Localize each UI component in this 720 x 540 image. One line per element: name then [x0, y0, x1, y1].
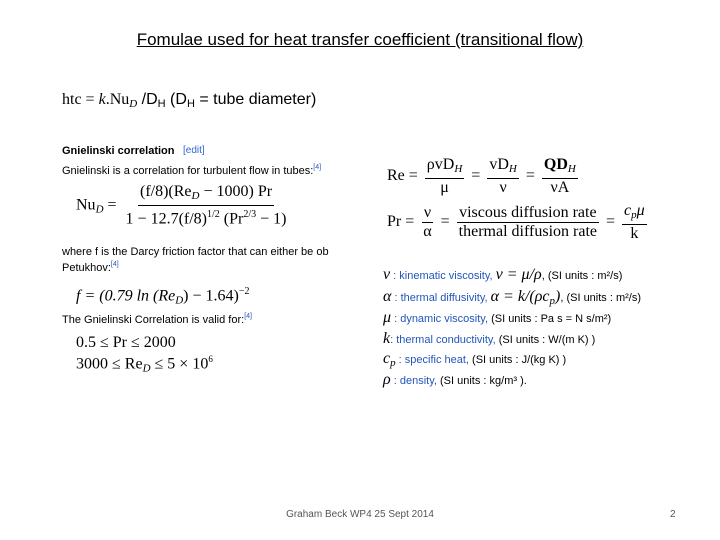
re-f1-num — [425, 156, 465, 179]
glossary-text: : thermal diffusivity, — [391, 292, 491, 304]
glossary-row-specific-heat — [383, 350, 566, 369]
glossary-symbol: c — [383, 350, 391, 367]
htc-div: /D — [137, 91, 158, 108]
where-ref-link[interactable]: [4] — [110, 261, 119, 268]
slide-title: Fomulae used for heat transfer coefficient (transitional flow) — [136, 30, 584, 49]
nusselt-equation — [76, 183, 291, 228]
range2-a: 3000 ≤ Re — [76, 355, 143, 373]
nu-den-exp: 1/2 — [207, 209, 220, 220]
glossary-text: : density, — [390, 375, 441, 387]
prandtl-range: 0.5 ≤ Pr ≤ 2000 — [76, 334, 176, 351]
htc-note-close: = tube diameter) — [194, 91, 317, 108]
re-eq-1: = — [471, 167, 485, 185]
htc-formula — [62, 91, 316, 110]
htc-nu-sub: D — [129, 98, 138, 110]
htc-lhs: htc = — [62, 91, 99, 108]
glossary-symbol: ρ — [383, 371, 391, 388]
pr-fraction-1 — [421, 204, 433, 241]
htc-k: k — [98, 91, 106, 108]
friction-equation — [76, 286, 250, 306]
htc-nu: .Nu — [105, 91, 130, 108]
re-f2-num-sub: H — [508, 163, 517, 175]
re-fraction-2 — [487, 156, 519, 197]
range2-exp: 6 — [208, 354, 213, 364]
nu-den-exp2: 2/3 — [243, 209, 257, 220]
htc-note-open: (D — [165, 91, 187, 108]
pr-lhs: Pr = — [387, 213, 419, 231]
re-eq-2: = — [525, 167, 539, 185]
re-f3-num-text: QD — [543, 156, 568, 173]
re-f2-num-text: vD — [489, 156, 509, 173]
slide-footer: Graham Beck WP4 25 Sept 2014 — [286, 509, 434, 520]
pr-f2-den: thermal diffusion rate — [458, 223, 597, 240]
valid-ref-link[interactable]: [4] — [244, 313, 252, 320]
pr-f3-num-sub: p — [631, 209, 637, 221]
pr-fraction-2 — [457, 204, 599, 241]
glossary-formula-end: ) — [555, 288, 561, 305]
pr-eq-1: = — [440, 213, 454, 231]
glossary-units: , (SI units : m²/s) — [560, 292, 642, 304]
edit-link[interactable]: [edit] — [183, 145, 205, 156]
glossary-row-kinematic-viscosity — [383, 266, 622, 284]
pr-fraction-3 — [622, 202, 647, 243]
glossary-row-thermal-diffusivity — [383, 288, 641, 307]
nu-sub: D — [95, 203, 104, 216]
pr-f3-den: k — [630, 225, 639, 242]
nu-den-end: (Pr — [219, 210, 244, 228]
htc-note-sub: H — [186, 98, 195, 110]
pr-f3-num-end: μ — [636, 202, 645, 219]
f-end: ) − 1.64) — [183, 287, 239, 305]
nu-num-text: (f/8)(Re — [139, 183, 192, 200]
validity-text — [62, 313, 252, 326]
glossary-formula: α = k/(ρc — [490, 288, 550, 305]
glossary-row-dynamic-viscosity — [383, 309, 611, 327]
glossary-symbol-sub: p — [390, 357, 396, 369]
page-number: 2 — [670, 509, 676, 520]
glossary-units: (SI units : Pa s = N s/m²) — [491, 313, 612, 325]
htc-dh-sub: H — [157, 98, 166, 110]
nu-eq: = — [103, 196, 121, 214]
gnielinski-intro-text: Gnielinski is a correlation for turbulent flow in tubes: — [62, 165, 314, 177]
re-fraction-3 — [542, 156, 578, 197]
nu-den-text: 1 − 12.7(f/8) — [125, 210, 207, 228]
re-f2-den: ν — [499, 179, 507, 196]
glossary-units: (SI units : kg/m³ ). — [440, 375, 527, 387]
gnielinski-heading: Gnielinski correlation — [62, 145, 175, 157]
range2-b: ≤ 5 × 10 — [150, 355, 209, 373]
nu-den-tail: − 1) — [256, 210, 287, 228]
re-lhs: Re = — [387, 167, 422, 185]
where-line-2 — [62, 261, 119, 274]
nu-num-end: − 1000) Pr — [199, 183, 273, 200]
re-f3-num — [542, 156, 578, 179]
glossary-text: : dynamic viscosity, — [391, 313, 492, 325]
re-fraction-1 — [425, 156, 465, 197]
range2-sub: D — [142, 362, 151, 375]
pr-f3-num-text: c — [624, 202, 632, 219]
pr-f3-num — [622, 202, 647, 225]
re-f3-num-sub: H — [567, 163, 576, 175]
glossary-symbol: α — [383, 288, 392, 305]
glossary-text: : specific heat, — [395, 354, 473, 366]
nusselt-numerator — [138, 183, 274, 206]
pr-f1-num: ν — [423, 204, 432, 221]
nu-lhs: Nu — [76, 196, 96, 214]
glossary-formula-sub: p — [549, 295, 556, 307]
re-f3-den: νA — [550, 179, 570, 196]
nusselt-fraction — [124, 183, 289, 228]
glossary-units: (SI units : W/(m K) ) — [498, 334, 596, 346]
glossary-text: : kinematic viscosity, — [390, 270, 496, 282]
nusselt-denominator — [124, 206, 289, 228]
glossary-row-density — [383, 371, 527, 389]
re-f1-num-sub: H — [454, 163, 463, 175]
pr-eq-2: = — [606, 213, 620, 231]
glossary-symbol: k — [383, 330, 391, 347]
nu-num-sub: D — [191, 190, 200, 202]
prandtl-equation — [387, 202, 650, 243]
where-line-1: where f is the Darcy friction factor that can either be ob — [62, 246, 329, 258]
pr-f1-den: α — [423, 223, 432, 240]
reynolds-equation — [387, 156, 581, 197]
glossary-symbol: ν — [383, 266, 391, 283]
glossary-row-thermal-conductivity — [383, 330, 595, 348]
glossary-units: , (SI units : m²/s) — [541, 270, 623, 282]
f-exp: −2 — [238, 286, 250, 297]
pr-f2-num: viscous diffusion rate — [459, 204, 597, 221]
glossary-symbol: μ — [383, 309, 392, 326]
f-sub: D — [175, 294, 184, 307]
glossary-units: (SI units : J/(kg K) ) — [472, 354, 567, 366]
validity-label: The Gnielinski Correlation is valid for: — [62, 314, 245, 326]
glossary-text: : thermal conductivity, — [390, 334, 499, 346]
f-eq: f = (0.79 ln (Re — [76, 287, 176, 305]
glossary-formula: ν = μ/ρ — [495, 266, 542, 283]
re-f1-den: μ — [440, 179, 449, 196]
intro-ref-link[interactable]: [4] — [313, 164, 322, 171]
re-f1-num-text: ρvD — [426, 156, 455, 173]
re-f2-num — [487, 156, 519, 179]
where-line-2-text: Petukhov: — [62, 262, 111, 274]
reynolds-range — [76, 354, 213, 374]
gnielinski-intro — [62, 164, 321, 177]
